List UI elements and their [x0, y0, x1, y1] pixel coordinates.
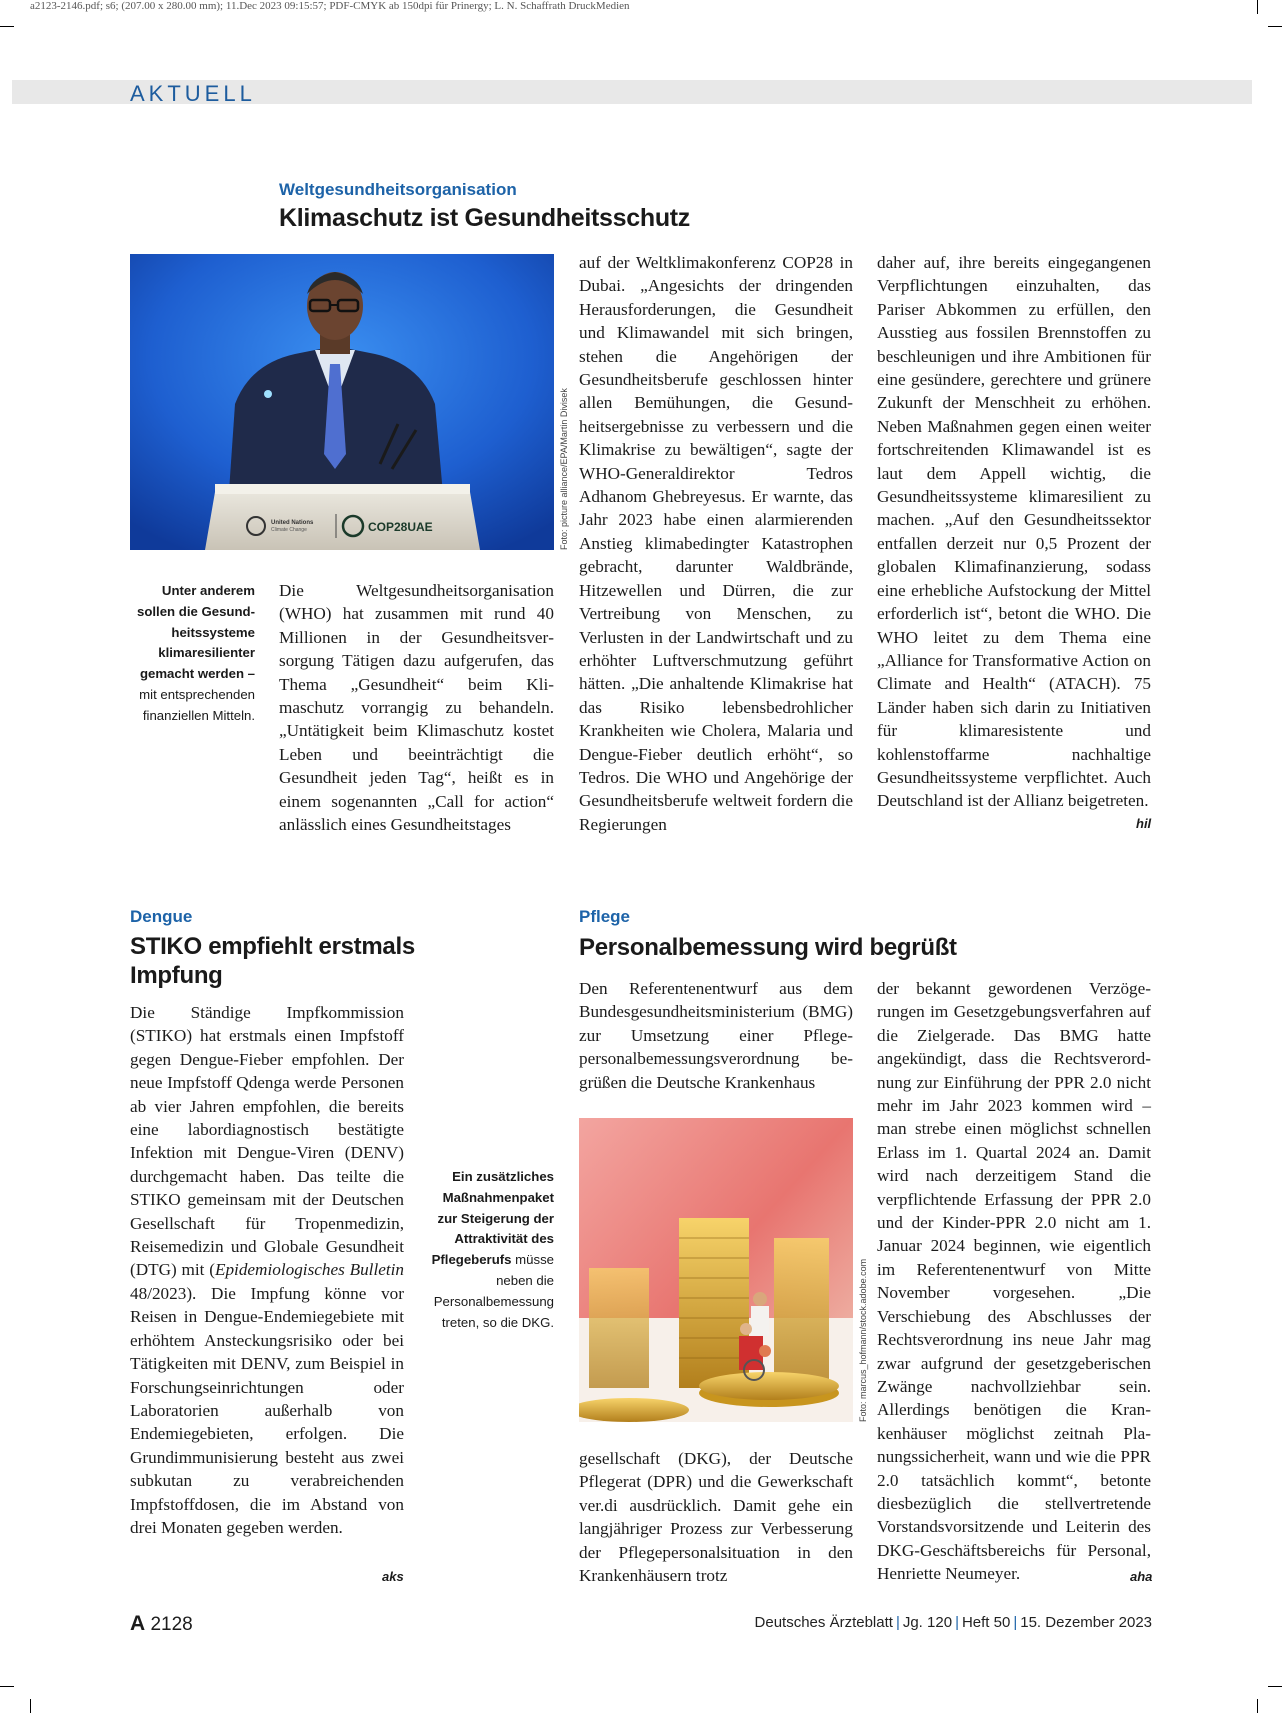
coins-photo-image — [579, 1118, 853, 1422]
article3-kicker: Pflege — [579, 907, 631, 926]
article1-column-3: daher auf, ihre bereits eingegangenen Verpflichtungen einzuhalten, das Pariser Abkommen zu erfüllen, den Ausstieg aus fossilen Brennstoffen zu beschleunigen und ihre Ambitionen für eine gesündere, gerechtere und grünere Zukunft der Menschheit zu erhöhen. Neben Maßnahmen gegen einen weiter fortschreitenden Klimawandel ist es laut dem Appell wichtig, die Gesundheitssysteme klimaresilient zu machen. „Auf den Gesundheitssektor entfallen derzeit nur 0,5 Prozent der globalen Klimafinanzierung, sodass eine erhebliche Aufstockung der Mittel erforderlich ist“, betont die WHO. Die WHO leitet zu dem Thema eine „Alliance for Transformative Action on Climate and Health“ (ATACH). 75 Länder haben sich darin zu Initiativen für klimaresistente und kohlenstoffarme nachhaltige Gesundheitssysteme verpflichtet. Auch Deutschland ist der Allianz beigetreten. — [877, 253, 1151, 811]
article3-column-1-top: Den Referentenentwurf aus dem Bundesgesundheitsministerium (BMG) zur Umsetzung einer Pflegepersonalbemessungsverordnung begrüßen die Deutsche Krankenhaus — [579, 979, 853, 1092]
article2-kicker: Dengue — [130, 907, 193, 926]
section-label: AKTUELL — [130, 81, 256, 106]
page-number-value: 2128 — [150, 1614, 193, 1635]
article2-headline — [130, 932, 430, 990]
crop-mark — [1257, 0, 1258, 14]
crop-mark — [1268, 1686, 1282, 1687]
crop-mark — [0, 1686, 14, 1687]
photo-credit: Foto: picture alliance/EPA/Martin Divisek — [559, 388, 569, 550]
caption-rest: müsse neben die Personalbemessung treten, so die DKG. — [433, 1252, 554, 1330]
page-number — [130, 1612, 193, 1636]
article2-column — [130, 1001, 404, 1539]
article1-caption — [124, 581, 255, 727]
body-text: 48/2023). Die Impfung könne vor Reisen in Dengue-Endemiegebiete mit erhöhtem Ansteckungsrisiko oder bei Tätigkeiten mit DENV, zum Beispiel in Forschungseinrichtungen oder Laboratorien außerhalb von Endemiegebieten, erfolgen. Die Grundimmunisierung besteht aus zwei subkutan zu verabreichenden Impfstoffdosen, die im Abstand von drei Monaten gegeben werden. — [130, 1283, 404, 1537]
coins-photo — [579, 1118, 853, 1422]
article3-column-1-bottom: gesellschaft (DKG), der Deutsche Pflegerat (DPR) und die Gewerkschaft ver.di ausdrücklich. Damit gehe ein langjähriger Prozess zur Verbesserung der Pflegepersonalsituation in den Krankenhäusern trotz — [579, 1449, 853, 1586]
journal-issue: Heft 50 — [961, 1614, 1011, 1631]
crop-mark — [30, 1699, 31, 1713]
footer-separator: | — [1013, 1614, 1018, 1631]
photo-credit: Foto: marcus_hofmann/stock.adobe.com — [858, 1258, 868, 1422]
svg-text:COP28UAE: COP28UAE — [368, 520, 433, 534]
article3-signature: aha — [1130, 1569, 1153, 1584]
article3-headline: Personalbemessung wird begrüßt — [579, 934, 957, 961]
footer-separator: | — [895, 1614, 900, 1631]
journal-title: Epidemiologisches Bulletin — [214, 1260, 404, 1280]
print-slug: a2123-2146.pdf; s6; (207.00 x 280.00 mm); 11.Dec 2023 09:15:57; PDF-CMYK ab 150dpi für Prinergy; L. N. Schaffrath DruckMedien — [30, 0, 630, 12]
headline-line: Impfung — [130, 962, 223, 989]
article1-headline: Klimaschutz ist Gesundheitsschutz — [279, 204, 691, 232]
speaker-photo-image — [130, 254, 554, 550]
article1-kicker: Weltgesundheitsorganisation — [279, 180, 517, 199]
svg-text:Climate Change: Climate Change — [271, 527, 307, 533]
crop-mark — [1257, 1699, 1258, 1713]
article3-caption — [424, 1167, 554, 1333]
article1-column-2: auf der Weltklimakonferenz COP28 in Dubai. „Angesichts der dringenden Herausforderungen, die Gesundheit und Klimawandel mit sich bringen, stehen die Angehörigen der Gesundheitsberufe geschlossen hinter allen Bemühungen, die Gesundheitsergebnisse zu verbessern und die Klimakrise zu bewältigen“, sagte der WHO-Generaldirektor Tedros Adhanom Ghebreyesus. Er warnte, das Jahr 2023 habe einen alarmierenden Anstieg klimabedingter Katastrophen gebracht, darunter Waldbrände, Hitzewellen und Dürren, die zur Vertreibung von Menschen, zu Verlusten in der Landwirtschaft und zu erhöhter Luftverschmutzung geführt hätten. „Die anhaltende Klimakrise hat das Risiko lebensbedrohlicher Krankheiten wie Cholera, Malaria und Dengue-Fieber deutlich erhöht“, so Tedros. Die WHO und Angehörige der Gesundheitsberufe weltweit fordern die Regierungen — [579, 253, 853, 834]
caption-rest: mit entsprechenden finanziellen Mitteln. — [139, 686, 255, 723]
article1-column-1: Die Weltgesundheitsorganisation (WHO) hat zusammen mit rund 40 Millionen in der Gesundheitsversorgung Tätigen dazu aufgerufen, das Thema „Gesundheit“ beim Klimaschutz vorrangig zu behandeln. „Untätigkeit beim Klimaschutz kostet Leben und beeinträchtigt die Gesundheit jeden Tag“, heißt es in einem sogenannten „Call for action“ anlässlich eines Gesundheitstages — [279, 581, 554, 835]
speaker-photo — [130, 254, 554, 550]
journal-name: Deutsches Ärzteblatt — [754, 1614, 893, 1631]
headline-line: STIKO empfiehlt erstmals — [130, 933, 415, 960]
article2-signature: aks — [382, 1569, 404, 1584]
article3-column-2: der bekannt gewordenen Verzögerungen im Gesetzgebungsverfahren auf die Zielgerade. Das BMG hatte angekündigt, dass die Rechtsverordnung zur Einführung der PPR 2.0 nicht mehr im Jahr 2023 kommen wird – man strebe einen möglichst schnellen Erlass im 1. Quartal 2024 an. Damit wird nach derzeitigem Stand die verpflichtende Erfassung der PPR 2.0 und der Kinder-PPR 2.0 nicht am 1. Januar 2024 beginnen, wie eigentlich im Referentenentwurf von Mitte November vorgesehen. „Die Verschiebung des Abschlusses der Rechtsverordnung ins neue Jahr mag zwar aufgrund der gesetzgeberischen Zwänge nachvollziehbar sein. Allerdings benötigen die Krankenhäuser möglichst zeitnah Planungssicherheit, wann und wie die PPR 2.0 tatsächlich kommt“, betonte diesbezüglich die stellvertretende Vorstandsvorsitzende und Leiterin des DKG-Geschäftsbereichs für Personal, Henriette Neumeyer. — [877, 979, 1151, 1584]
footer-separator: | — [955, 1614, 959, 1631]
caption-bold: Ein zusätzliches Maßnahmenpaket zur Steigerung der Attraktivität des Pflegeberufs — [431, 1169, 554, 1268]
page-letter: A — [130, 1612, 146, 1635]
svg-text:United Nations: United Nations — [271, 520, 314, 526]
journal-footer — [755, 1614, 1152, 1631]
journal-date: 15. Dezember 2023 — [1020, 1614, 1152, 1631]
article1-signature: hil — [1136, 816, 1152, 831]
journal-volume: Jg. 120 — [902, 1614, 953, 1631]
crop-mark — [0, 26, 14, 27]
body-text: Die Ständige Impfkommission (STIKO) hat erstmals einen Impfstoff gegen Dengue-Fieber empfohlen. Der neue Impfstoff Qdenga werde Personen ab vier Jahren empfohlen, die bereits eine labordiagnostisch bestätigte Infektion mit Dengue-Viren (DENV) durchgemacht haben. Das teilte die STIKO gemeinsam mit der Deutschen Gesellschaft für Tropenmedizin, Reisemedizin und Globale Gesundheit (DTG) mit ( — [130, 1003, 404, 1280]
crop-mark — [1268, 26, 1282, 27]
caption-bold: Unter anderem sollen die Gesundheitssysteme klimaresilienter gemacht werden – — [137, 583, 255, 682]
